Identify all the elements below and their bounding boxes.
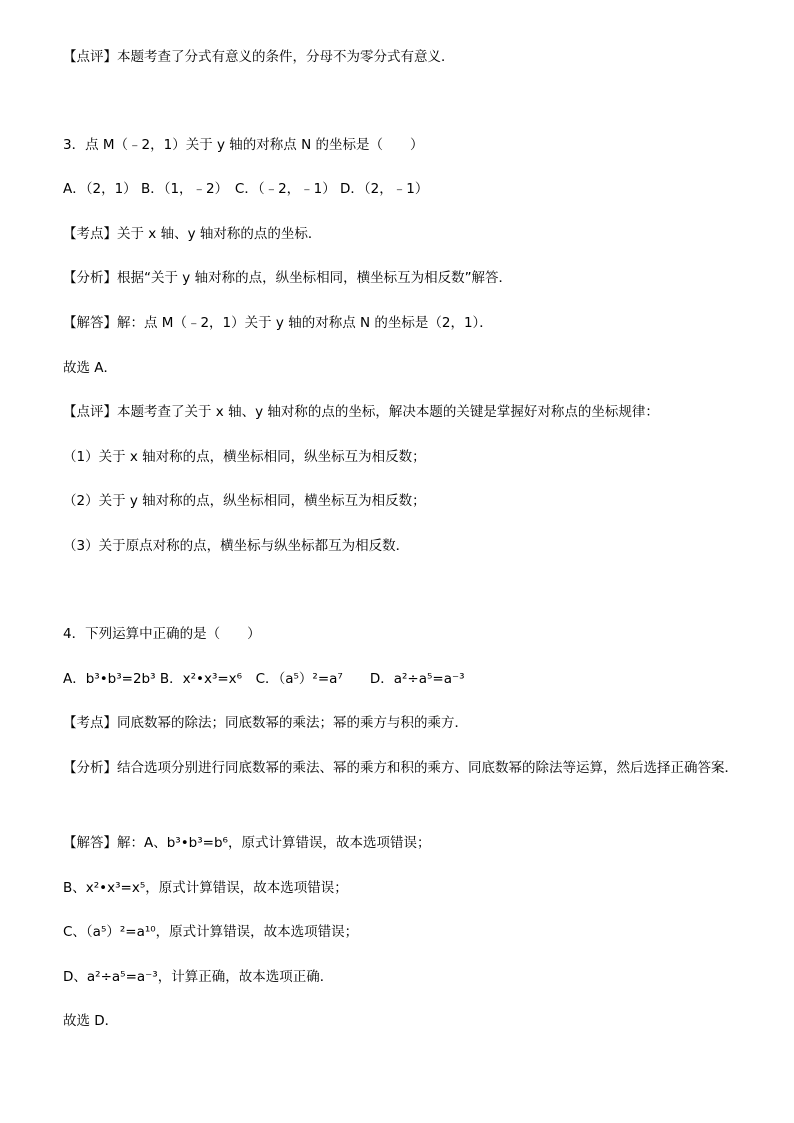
- question-3-rule-1: （1）关于 x 轴对称的点，横坐标相同，纵坐标互为相反数；: [63, 449, 426, 465]
- question-3-review: 【点评】本题考查了关于 x 轴、y 轴对称的点的坐标，解决本题的关键是掌握好对称点的坐标规律：: [63, 404, 659, 420]
- question-4-options: A．b³•b³=2b³ B．x²•x³=x⁶ C．（a⁵）²=a⁷ D．a²÷a⁵=a⁻³: [63, 671, 465, 687]
- question-4-answer: 故选 D．: [63, 1013, 119, 1029]
- question-4-solution-d: D、a²÷a⁵=a⁻³，计算正确，故本选项正确．: [63, 969, 334, 985]
- question-3-answer: 故选 A．: [63, 360, 118, 376]
- question-3-options: A．（2，1） B．（1，﹣2） C．（﹣2，﹣1） D．（2，﹣1）: [63, 181, 429, 197]
- question-4-solution-a: 【解答】解：A、b³•b³=b⁶，原式计算错误，故本选项错误；: [63, 835, 431, 851]
- review-note-q2: 【点评】本题考查了分式有意义的条件，分母不为零分式有意义．: [63, 49, 455, 65]
- question-3-rule-3: （3）关于原点对称的点，横坐标与纵坐标都互为相反数．: [63, 538, 410, 554]
- question-3-analysis: 【分析】根据“关于 y 轴对称的点，纵坐标相同，横坐标互为相反数”解答．: [63, 270, 513, 286]
- question-3-stem: 3．点 M（﹣2，1）关于 y 轴的对称点 N 的坐标是（ ）: [63, 137, 424, 153]
- question-4-stem: 4．下列运算中正确的是（ ）: [63, 626, 261, 642]
- question-4-solution-c: C、（a⁵）²=a¹⁰，原式计算错误，故本选项错误；: [63, 924, 359, 940]
- question-4-solution-b: B、x²•x³=x⁵，原式计算错误，故本选项错误；: [63, 880, 348, 896]
- question-3-solution: 【解答】解：点 M（﹣2，1）关于 y 轴的对称点 N 的坐标是（2，1）．: [63, 315, 493, 331]
- question-4-analysis: 【分析】结合选项分别进行同底数幂的乘法、幂的乘方和积的乘方、同底数幂的除法等运算，然后选择正确答案．: [63, 760, 738, 776]
- question-3-key-point: 【考点】关于 x 轴、y 轴对称的点的坐标．: [63, 226, 322, 242]
- question-3-rule-2: （2）关于 y 轴对称的点，纵坐标相同，横坐标互为相反数；: [63, 493, 426, 509]
- question-4-key-point: 【考点】同底数幂的除法；同底数幂的乘法；幂的乘方与积的乘方．: [63, 715, 468, 731]
